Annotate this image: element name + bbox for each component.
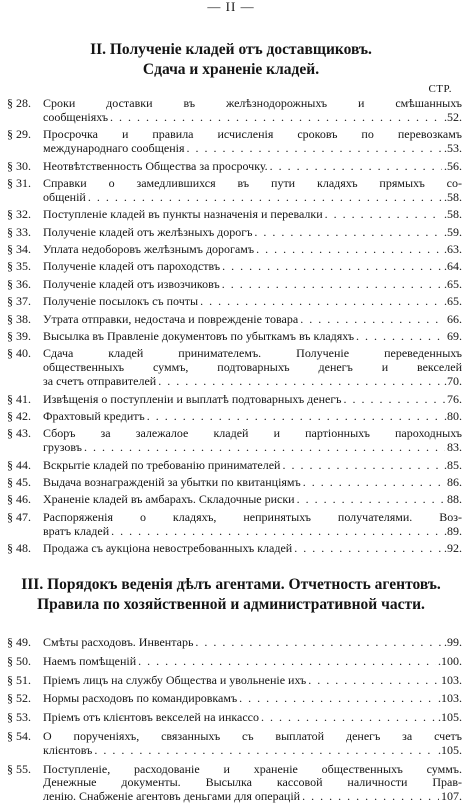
page-number: — II — bbox=[207, 0, 255, 14]
section-number: § 49. bbox=[7, 635, 31, 649]
section-number: § 50. bbox=[7, 653, 31, 668]
entry-title-line: Поступленіе кладей въ пункты назначенія и перевалки bbox=[43, 208, 323, 222]
entry-title-line: Утрата отправки, недостача и поврежденіе товара bbox=[43, 312, 299, 326]
page-ref: .56. bbox=[444, 159, 462, 173]
entry-title-line: Фрахтовый кредитъ bbox=[43, 409, 145, 423]
page-ref: .85. bbox=[444, 458, 462, 472]
dot-leader bbox=[239, 692, 436, 706]
section-number: § 33. bbox=[7, 224, 31, 239]
section-number: § 43. bbox=[7, 426, 31, 441]
section-number: § 44. bbox=[7, 457, 31, 472]
dot-leader bbox=[343, 393, 445, 407]
entry-title-line: Сборъ за залежалое кладей и партіонныхъ пароходныхъ bbox=[43, 427, 462, 441]
toc-entry bbox=[0, 692, 462, 706]
page-ref: 76. bbox=[447, 392, 462, 406]
section-title-line-2: Сдача и храненіе кладей. bbox=[142, 61, 320, 78]
dot-leader bbox=[195, 636, 442, 650]
dot-leader bbox=[254, 226, 442, 240]
section-number: § 52. bbox=[7, 691, 31, 706]
page-ref: 86. bbox=[447, 475, 462, 489]
section-number: § 48. bbox=[7, 541, 31, 556]
entry-title-line: Полученіе кладей отъ извозчиковъ bbox=[43, 277, 220, 291]
page-ref: .89. bbox=[444, 524, 462, 538]
toc-entry bbox=[0, 278, 462, 292]
dot-leader bbox=[111, 525, 442, 539]
section-number: § 34. bbox=[7, 242, 31, 257]
entry-title-line: Полученіе посылокъ съ почты bbox=[43, 295, 199, 309]
toc-entry bbox=[0, 226, 462, 240]
page-column-label: СТР. bbox=[428, 83, 452, 95]
dot-leader bbox=[94, 744, 436, 758]
section-number: § 41. bbox=[7, 391, 31, 406]
toc-entry bbox=[0, 295, 462, 309]
page-ref: 83. bbox=[447, 441, 462, 455]
dot-leader bbox=[302, 790, 439, 804]
entry-title-line: Нормы расходовъ по командировкамъ bbox=[43, 692, 238, 706]
entry-title-line: Полученіе кладей отъ пароходствъ bbox=[43, 260, 221, 274]
entry-title-line: Смѣты расходовъ. Инвентарь bbox=[43, 636, 194, 649]
section-title-line-2: Правила по хозяйственной и административной части. bbox=[37, 596, 425, 613]
toc-entry bbox=[0, 711, 462, 725]
page-ref: .65. bbox=[444, 277, 462, 291]
dot-leader bbox=[256, 243, 442, 257]
page-ref: 88. bbox=[447, 493, 462, 507]
toc-entry bbox=[0, 208, 462, 222]
toc-entry bbox=[0, 655, 462, 669]
page-ref: .80. bbox=[444, 409, 462, 423]
dot-leader bbox=[222, 260, 442, 274]
entry-title-line: Храненіе кладей въ амбарахъ. Складочные риски bbox=[43, 493, 295, 507]
section-number: § 35. bbox=[7, 259, 31, 274]
toc-entry bbox=[0, 260, 462, 274]
section-title-line-1: II. Полученіе кладей отъ доставщиковъ. bbox=[90, 41, 372, 58]
page-ref: 66. bbox=[447, 312, 462, 326]
toc-list-section-iii bbox=[0, 636, 462, 809]
entry-title-line: Денежные документы. Высылка кассовой наличности Прав- bbox=[43, 776, 462, 790]
toc-entry bbox=[0, 459, 462, 473]
page-ref: .103. bbox=[438, 692, 462, 706]
dot-leader bbox=[294, 542, 442, 556]
toc-entry bbox=[0, 347, 462, 389]
section-number: § 29. bbox=[7, 127, 31, 142]
page-ref: .65. bbox=[444, 295, 462, 309]
dot-leader bbox=[222, 278, 442, 292]
entry-title-line: Наемъ помѣщеній bbox=[43, 654, 137, 668]
toc-entry bbox=[0, 243, 462, 257]
page-ref: .63. bbox=[444, 243, 462, 257]
dot-leader bbox=[308, 674, 439, 688]
toc-entry bbox=[0, 160, 462, 174]
section-number: § 36. bbox=[7, 276, 31, 291]
entry-title-line: за счетъ отправителей bbox=[43, 375, 157, 389]
dot-leader bbox=[303, 476, 445, 490]
entry-title-line: Неотвѣтственность Общества за просрочку. bbox=[43, 159, 268, 173]
page-ref: 103. bbox=[441, 673, 462, 687]
entry-title-line: Поступленіе, расходованіе и храненіе общественныхъ суммъ. bbox=[43, 762, 462, 776]
toc-entry bbox=[0, 97, 462, 125]
section-number: § 53. bbox=[7, 710, 31, 725]
section-number: § 42. bbox=[7, 408, 31, 423]
section-number: § 37. bbox=[7, 294, 31, 309]
page-ref: .99. bbox=[444, 636, 462, 649]
page-ref: .100. bbox=[438, 654, 462, 668]
entry-title-line: общеній bbox=[43, 190, 86, 204]
dot-leader bbox=[261, 711, 436, 725]
toc-entry bbox=[0, 763, 462, 805]
entry-title-line: О порученіяхъ, связанныхъ съ выплатой денегъ за счетъ bbox=[43, 729, 462, 743]
entry-title-line: Пріемъ лицъ на службу Общества и увольненіе ихъ bbox=[43, 673, 307, 687]
page-ref: .105. bbox=[438, 711, 462, 725]
toc-entry bbox=[0, 313, 462, 327]
page-ref: .92. bbox=[444, 542, 462, 556]
dot-leader bbox=[84, 441, 445, 455]
page-ref: .105. bbox=[438, 743, 462, 757]
section-number: § 40. bbox=[7, 346, 31, 361]
entry-title-line: общественныхъ суммъ, подтоварныхъ денегъ и векселей bbox=[43, 361, 462, 375]
toc-entry bbox=[0, 636, 462, 650]
entry-title-line: Извѣщенія о поступленіи и выплатѣ подтоварныхъ денегъ bbox=[43, 392, 342, 406]
section-heading-ii bbox=[0, 40, 462, 80]
dot-leader bbox=[300, 313, 445, 327]
page-ref: .70. bbox=[444, 375, 462, 389]
entry-title-line: Пріемъ отъ клієнтовъ векселей на инкассо bbox=[43, 711, 260, 725]
page-ref: .58. bbox=[444, 208, 462, 222]
page-ref: .53. bbox=[444, 142, 462, 156]
entry-title-line: Выдача вознагражденій за убытки по квитанціямъ bbox=[43, 475, 301, 489]
entry-title-line: ленію. Снабженіе агентовъ деньгами для операцій bbox=[43, 790, 301, 804]
section-number: § 31. bbox=[7, 175, 31, 190]
dot-leader bbox=[270, 160, 442, 174]
entry-title-line: международнаго сообщенія bbox=[43, 142, 185, 156]
page-ref: .59. bbox=[444, 225, 462, 239]
page-ref: 69. bbox=[447, 329, 462, 343]
toc-list-section-ii bbox=[0, 97, 462, 559]
toc-entry bbox=[0, 128, 462, 156]
section-number: § 55. bbox=[7, 761, 31, 776]
page-ref: .58. bbox=[444, 190, 462, 204]
toc-entry bbox=[0, 674, 462, 688]
section-number: § 28. bbox=[7, 96, 31, 110]
entry-title-line: Сдача кладей принимателемъ. Полученіе переведенныхъ bbox=[43, 347, 462, 361]
entry-title-line: Распоряженія о кладяхъ, непринятыхъ получателями. Воз- bbox=[43, 510, 462, 524]
toc-entry bbox=[0, 730, 462, 758]
dot-leader bbox=[110, 111, 442, 125]
toc-entry bbox=[0, 330, 462, 344]
dot-leader bbox=[325, 208, 442, 222]
page-ref: .52. bbox=[444, 110, 462, 124]
toc-entry bbox=[0, 427, 462, 455]
section-number: § 38. bbox=[7, 311, 31, 326]
entry-title-line: Продажа съ аукціона невостребованныхъ кладей bbox=[43, 542, 293, 556]
section-number: § 45. bbox=[7, 474, 31, 489]
dot-leader bbox=[88, 191, 442, 205]
entry-title-line: Высылка въ Правленіе документовъ по убыткамъ въ кладяхъ bbox=[43, 329, 355, 343]
section-title-line-1: III. Порядокъ веденія дѣлъ агентами. Отчетность агентовъ. bbox=[21, 576, 441, 593]
dot-leader bbox=[282, 459, 442, 473]
section-number: § 51. bbox=[7, 672, 31, 687]
dot-leader bbox=[147, 410, 442, 424]
dot-leader bbox=[138, 655, 436, 669]
section-number: § 30. bbox=[7, 158, 31, 173]
entry-title-line: клієнтовъ bbox=[43, 743, 93, 757]
entry-title-line: Справки о замедлившихся въ пути кладяхъ прямыхъ со- bbox=[43, 176, 462, 190]
toc-entry bbox=[0, 410, 462, 424]
entry-title-line: Просрочка и правила исчисленія сроковъ по перевозкамъ bbox=[43, 128, 462, 142]
entry-title-line: Вскрытіе кладей по требованію принимателей bbox=[43, 458, 281, 472]
page-ref: 107. bbox=[441, 790, 462, 804]
section-number: § 47. bbox=[7, 509, 31, 524]
toc-entry bbox=[0, 393, 462, 407]
entry-title-line: Полученіе кладей отъ желѣзныхъ дорогъ bbox=[43, 225, 253, 239]
dot-leader bbox=[158, 375, 442, 389]
section-number: § 54. bbox=[7, 728, 31, 743]
section-number: § 32. bbox=[7, 207, 31, 222]
entry-title-line: Сроки доставки въ желѣзнодорожныхъ и смѣшанныхъ bbox=[43, 97, 462, 110]
toc-entry bbox=[0, 476, 462, 490]
dot-leader bbox=[356, 330, 445, 344]
page-ref: .64. bbox=[444, 260, 462, 274]
dot-leader bbox=[297, 493, 445, 507]
section-heading-iii bbox=[0, 575, 462, 615]
section-number: § 39. bbox=[7, 328, 31, 343]
toc-entry bbox=[0, 177, 462, 205]
section-number: § 46. bbox=[7, 492, 31, 507]
entry-title-line: грузовъ bbox=[43, 441, 83, 455]
dot-leader bbox=[186, 142, 442, 156]
toc-entry bbox=[0, 511, 462, 539]
dot-leader bbox=[200, 295, 442, 309]
entry-title-line: Уплата недоборовъ желѣзнымъ дорогамъ bbox=[43, 243, 255, 257]
toc-entry bbox=[0, 493, 462, 507]
entry-title-line: вратъ кладей bbox=[43, 524, 110, 538]
entry-title-line: сообщеніяхъ bbox=[43, 110, 109, 124]
toc-entry bbox=[0, 542, 462, 556]
